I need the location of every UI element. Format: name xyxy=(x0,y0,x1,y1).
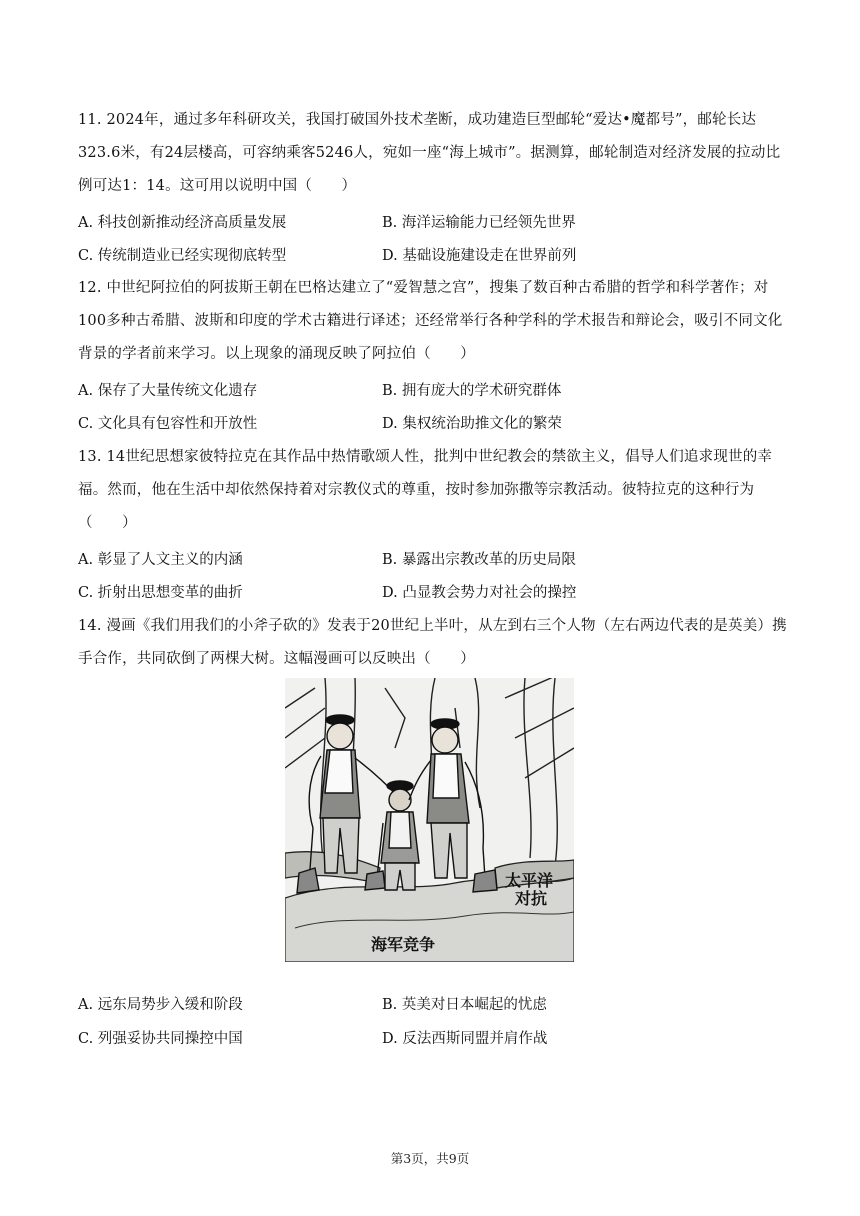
option-13-d[interactable]: D. 凸显教会势力对社会的操控 xyxy=(382,585,577,601)
option-14-d[interactable]: D. 反法西斯同盟并肩作战 xyxy=(382,1031,548,1047)
option-12-c[interactable]: C. 文化具有包容性和开放性 xyxy=(78,416,258,432)
option-12-d[interactable]: D. 集权统治助推文化的繁荣 xyxy=(382,416,562,432)
page-footer: 第3页，共9页 xyxy=(390,1151,470,1166)
question-13-options-row-2 xyxy=(78,583,788,603)
question-13-stem: 13. 14世纪思想家彼特拉克在其作品中热情歌颂人性，批判中世纪教会的禁欲主义，倡导人们追求现世的幸福。然而，他在生活中却依然保持着对宗教仪式的尊重，按时参加弥撒等宗教活动。彼特拉克的这种行为（ ） xyxy=(78,449,773,531)
question-11-options-row-2 xyxy=(78,246,788,266)
option-13-b[interactable]: B. 暴露出宗教改革的历史局限 xyxy=(382,552,576,568)
option-12-a[interactable]: A. 保存了大量传统文化遗存 xyxy=(78,383,258,399)
cartoon-label-pacific-1: 太平洋 xyxy=(505,873,554,890)
option-14-a[interactable]: A. 远东局势步入缓和阶段 xyxy=(78,997,243,1013)
question-12-stem: 12. 中世纪阿拉伯的阿拔斯王朝在巴格达建立了“爱智慧之宫”，搜集了数百种古希腊的哲学和科学著作；对100多种古希腊、波斯和印度的学术古籍进行译述；还经常举行各种学科的学术报告和辩论会，吸引不同文化背景的学者前来学习。以上现象的涌现反映了阿拉伯（ ） xyxy=(78,280,783,362)
question-14-options-row-1 xyxy=(78,995,788,1015)
cartoon-label-pacific-2: 对抗 xyxy=(515,891,548,908)
question-11-options-row-1 xyxy=(78,213,788,233)
option-11-a[interactable]: A. 科技创新推动经济高质量发展 xyxy=(78,215,287,231)
option-12-b[interactable]: B. 拥有庞大的学术研究群体 xyxy=(382,383,562,399)
question-12-options-row-1 xyxy=(78,381,788,401)
question-14-options-row-2 xyxy=(78,1029,788,1049)
question-13-options-row-1 xyxy=(78,550,788,570)
option-13-c[interactable]: C. 折射出思想变革的曲折 xyxy=(78,585,243,601)
option-11-c[interactable]: C. 传统制造业已经实现彻底转型 xyxy=(78,248,287,264)
option-11-b[interactable]: B. 海洋运输能力已经领先世界 xyxy=(382,215,576,231)
option-14-c[interactable]: C. 列强妥协共同操控中国 xyxy=(78,1031,243,1047)
option-14-b[interactable]: B. 英美对日本崛起的忧虑 xyxy=(382,997,547,1013)
option-13-a[interactable]: A. 彰显了人文主义的内涵 xyxy=(78,552,243,568)
question-11-stem: 11. 2024年，通过多年科研攻关，我国打破国外技术垄断，成功建造巨型邮轮“爱达•魔都号”，邮轮长达323.6米，有24层楼高，可容纳乘客5246人，宛如一座“海上城市”。据测算，邮轮制造对经济发展的拉动比例可达1：14。这可用以说明中国（ ） xyxy=(78,112,781,194)
question-14-stem: 14. 漫画《我们用我们的小斧子砍的》发表于20世纪上半叶，从左到右三个人物（左右两边代表的是英美）携手合作，共同砍倒了两棵大树。这幅漫画可以反映出（ ） xyxy=(78,618,787,667)
cartoon-image xyxy=(285,678,574,962)
option-11-d[interactable]: D. 基础设施建设走在世界前列 xyxy=(382,248,577,264)
question-12-options-row-2 xyxy=(78,414,788,434)
cartoon-label-navy: 海军竞争 xyxy=(371,937,436,954)
